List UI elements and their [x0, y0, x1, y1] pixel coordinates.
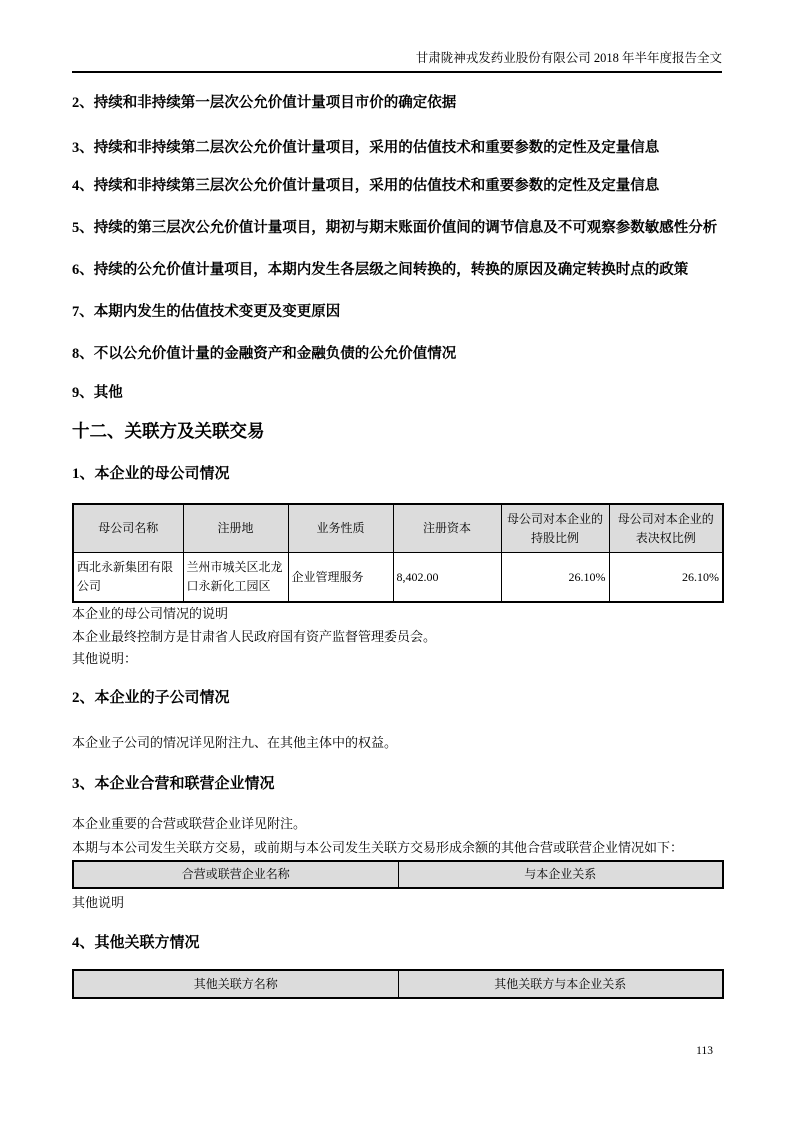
heading-fair-value-item-5: 5、持续的第三层次公允价值计量项目，期初与期末账面价值间的调节信息及不可观察参数敏感性分析: [72, 220, 718, 236]
col-header-jv-name: 合营或联营企业名称: [73, 861, 398, 888]
col-header-jv-relation: 与本企业关系: [398, 861, 723, 888]
col-header-registered-place: 注册地: [183, 504, 288, 553]
col-header-related-party-relation: 其他关联方与本企业关系: [398, 970, 723, 998]
col-header-voting-ratio: 母公司对本企业的表决权比例: [609, 504, 723, 553]
subsidiaries-note: 本企业子公司的情况详见附注九、在其他主体中的权益。: [72, 735, 398, 750]
heading-sub2-subsidiaries: 2、本企业的子公司情况: [72, 690, 230, 706]
cell-shareholding-ratio: 26.10%: [501, 553, 609, 603]
col-header-related-party-name: 其他关联方名称: [73, 970, 398, 998]
parent-company-note-label: 本企业的母公司情况的说明: [72, 606, 229, 621]
heading-fair-value-item-9: 9、其他: [72, 385, 123, 401]
heading-fair-value-item-3: 3、持续和非持续第二层次公允价值计量项目，采用的估值技术和重要参数的定性及定量信息: [72, 140, 660, 156]
heading-sub4-other-related-parties: 4、其他关联方情况: [72, 935, 200, 951]
cell-registered-capital: 8,402.00: [393, 553, 501, 603]
joint-ventures-table: [72, 860, 724, 889]
parent-company-table-header-row: [73, 504, 723, 553]
ultimate-controller-note: 本企业最终控制方是甘肃省人民政府国有资产监督管理委员会。: [72, 629, 437, 644]
other-related-parties-header-row: [73, 970, 723, 998]
heading-fair-value-item-2: 2、持续和非持续第一层次公允价值计量项目市价的确定依据: [72, 95, 457, 111]
joint-ventures-note-1: 本企业重要的合营或联营企业详见附注。: [72, 816, 307, 831]
joint-ventures-other-note: 其他说明: [72, 895, 125, 910]
cell-registered-place: 兰州市城关区北龙口永新化工园区: [183, 553, 288, 603]
heading-fair-value-item-4: 4、持续和非持续第三层次公允价值计量项目，采用的估值技术和重要参数的定性及定量信息: [72, 178, 660, 194]
heading-section-12: 十二、关联方及关联交易: [72, 421, 265, 441]
other-related-parties-table: [72, 969, 724, 999]
page-header: [72, 50, 722, 73]
col-header-parent-name: 母公司名称: [73, 504, 183, 553]
col-header-business-nature: 业务性质: [288, 504, 393, 553]
parent-company-table-data-row: [73, 553, 723, 603]
page-header-title: 甘肃陇神戎发药业股份有限公司 2018 年半年度报告全文: [415, 51, 722, 65]
cell-parent-name: 西北永新集团有限公司: [73, 553, 183, 603]
heading-fair-value-item-8: 8、不以公允价值计量的金融资产和金融负债的公允价值情况: [72, 346, 457, 362]
heading-fair-value-item-7: 7、本期内发生的估值技术变更及变更原因: [72, 304, 341, 320]
joint-ventures-table-header-row: [73, 861, 723, 888]
page-number: 113: [696, 1045, 713, 1057]
cell-business-nature: 企业管理服务: [288, 553, 393, 603]
col-header-registered-capital: 注册资本: [393, 504, 501, 553]
heading-sub3-joint-ventures: 3、本企业合营和联营企业情况: [72, 776, 275, 792]
joint-ventures-note-2: 本期与本公司发生关联方交易，或前期与本公司发生关联方交易形成余额的其他合营或联营企业情况如下：: [72, 840, 684, 855]
heading-sub1-parent-company: 1、本企业的母公司情况: [72, 466, 230, 482]
other-note-label: 其他说明：: [72, 651, 138, 666]
col-header-shareholding-ratio: 母公司对本企业的持股比例: [501, 504, 609, 553]
cell-voting-ratio: 26.10%: [609, 553, 723, 603]
heading-fair-value-item-6: 6、持续的公允价值计量项目，本期内发生各层级之间转换的，转换的原因及确定转换时点的政策: [72, 262, 689, 278]
parent-company-table: [72, 503, 724, 603]
